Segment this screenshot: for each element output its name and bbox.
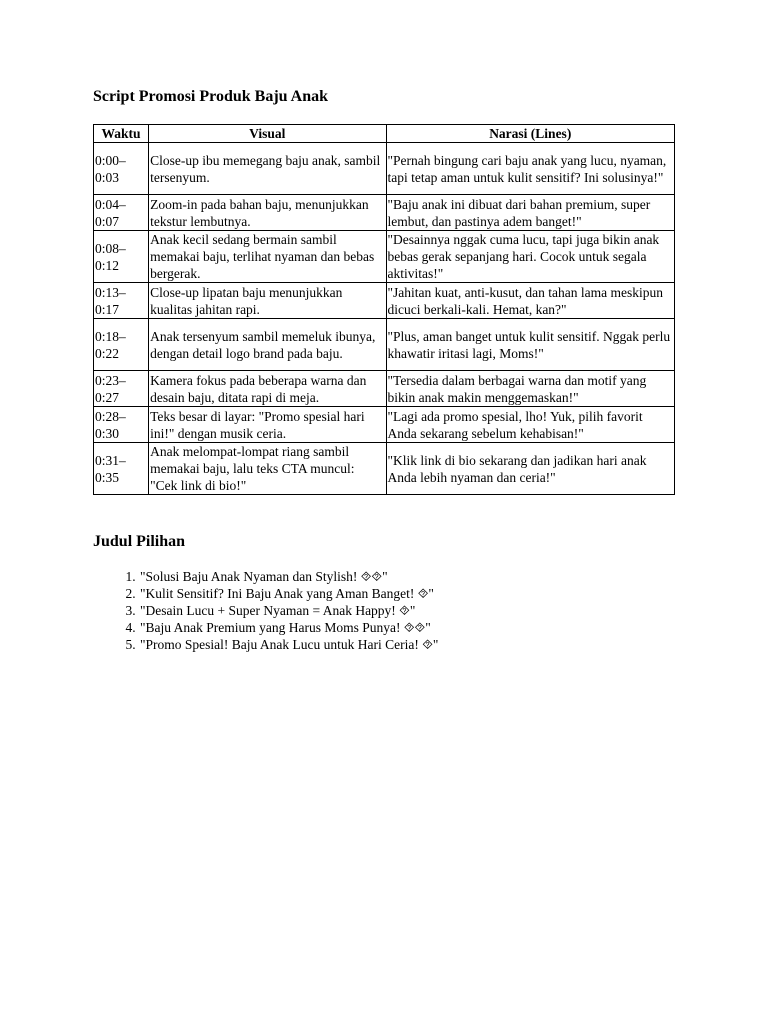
table-row <box>94 283 675 319</box>
visual-cell: Anak kecil sedang bermain sambil memakai baju, terlihat nyaman dan bebas bergerak. <box>149 231 386 283</box>
time-cell: 0:18– 0:22 <box>94 319 149 371</box>
header-narasi: Narasi (Lines) <box>386 125 675 143</box>
header-waktu: Waktu <box>94 125 149 143</box>
title-options-list <box>93 568 438 653</box>
list-item: 3. "Desain Lucu + Super Nyaman = Anak Happy! ⯑" <box>139 602 438 619</box>
narration-cell: "Baju anak ini dibuat dari bahan premium, super lembut, dan pastinya adem banget!" <box>386 195 675 231</box>
narration-cell: "Desainnya nggak cuma lucu, tapi juga bikin anak bebas gerak sepanjang hari. Cocok untuk segala aktivitas!" <box>386 231 675 283</box>
narration-cell: "Lagi ada promo spesial, lho! Yuk, pilih favorit Anda sekarang sebelum kehabisan!" <box>386 407 675 443</box>
header-visual: Visual <box>149 125 386 143</box>
visual-cell: Anak tersenyum sambil memeluk ibunya, dengan detail logo brand pada baju. <box>149 319 386 371</box>
list-item: 4. "Baju Anak Premium yang Harus Moms Punya! ⯑⯑" <box>139 619 438 636</box>
time-cell: 0:04– 0:07 <box>94 195 149 231</box>
list-item: 1. "Solusi Baju Anak Nyaman dan Stylish! ⯑⯑" <box>139 568 438 585</box>
table-row <box>94 407 675 443</box>
section-title: Judul Pilihan <box>93 533 186 550</box>
table-header-row <box>94 125 675 143</box>
table-row <box>94 319 675 371</box>
narration-cell: "Pernah bingung cari baju anak yang lucu, nyaman, tapi tetap aman untuk kulit sensitif? Ini solusinya!" <box>386 143 675 195</box>
time-cell: 0:28– 0:30 <box>94 407 149 443</box>
visual-cell: Kamera fokus pada beberapa warna dan desain baju, ditata rapi di meja. <box>149 371 386 407</box>
page-title: Script Promosi Produk Baju Anak <box>93 88 329 105</box>
list-item: 2. "Kulit Sensitif? Ini Baju Anak yang Aman Banget! ⯑" <box>139 585 438 602</box>
narration-cell: "Tersedia dalam berbagai warna dan motif yang bikin anak makin menggemaskan!" <box>386 371 675 407</box>
table-row <box>94 195 675 231</box>
table-row <box>94 143 675 195</box>
time-cell: 0:00– 0:03 <box>94 143 149 195</box>
visual-cell: Teks besar di layar: "Promo spesial hari ini!" dengan musik ceria. <box>149 407 386 443</box>
narration-cell: "Plus, aman banget untuk kulit sensitif. Nggak perlu khawatir iritasi lagi, Moms!" <box>386 319 675 371</box>
visual-cell: Anak melompat-lompat riang sambil memakai baju, lalu teks CTA muncul: "Cek link di bio!" <box>149 443 386 495</box>
table-row <box>94 231 675 283</box>
narration-cell: "Klik link di bio sekarang dan jadikan hari anak Anda lebih nyaman dan ceria!" <box>386 443 675 495</box>
time-cell: 0:13– 0:17 <box>94 283 149 319</box>
time-cell: 0:23– 0:27 <box>94 371 149 407</box>
visual-cell: Close-up ibu memegang baju anak, sambil tersenyum. <box>149 143 386 195</box>
time-cell: 0:31– 0:35 <box>94 443 149 495</box>
script-table <box>93 124 675 495</box>
visual-cell: Zoom-in pada bahan baju, menunjukkan tekstur lembutnya. <box>149 195 386 231</box>
table-row <box>94 371 675 407</box>
table-row <box>94 443 675 495</box>
time-cell: 0:08– 0:12 <box>94 231 149 283</box>
narration-cell: "Jahitan kuat, anti-kusut, dan tahan lama meskipun dicuci berkali-kali. Hemat, kan?" <box>386 283 675 319</box>
visual-cell: Close-up lipatan baju menunjukkan kualitas jahitan rapi. <box>149 283 386 319</box>
list-item: 5. "Promo Spesial! Baju Anak Lucu untuk Hari Ceria! ⯑" <box>139 636 438 653</box>
